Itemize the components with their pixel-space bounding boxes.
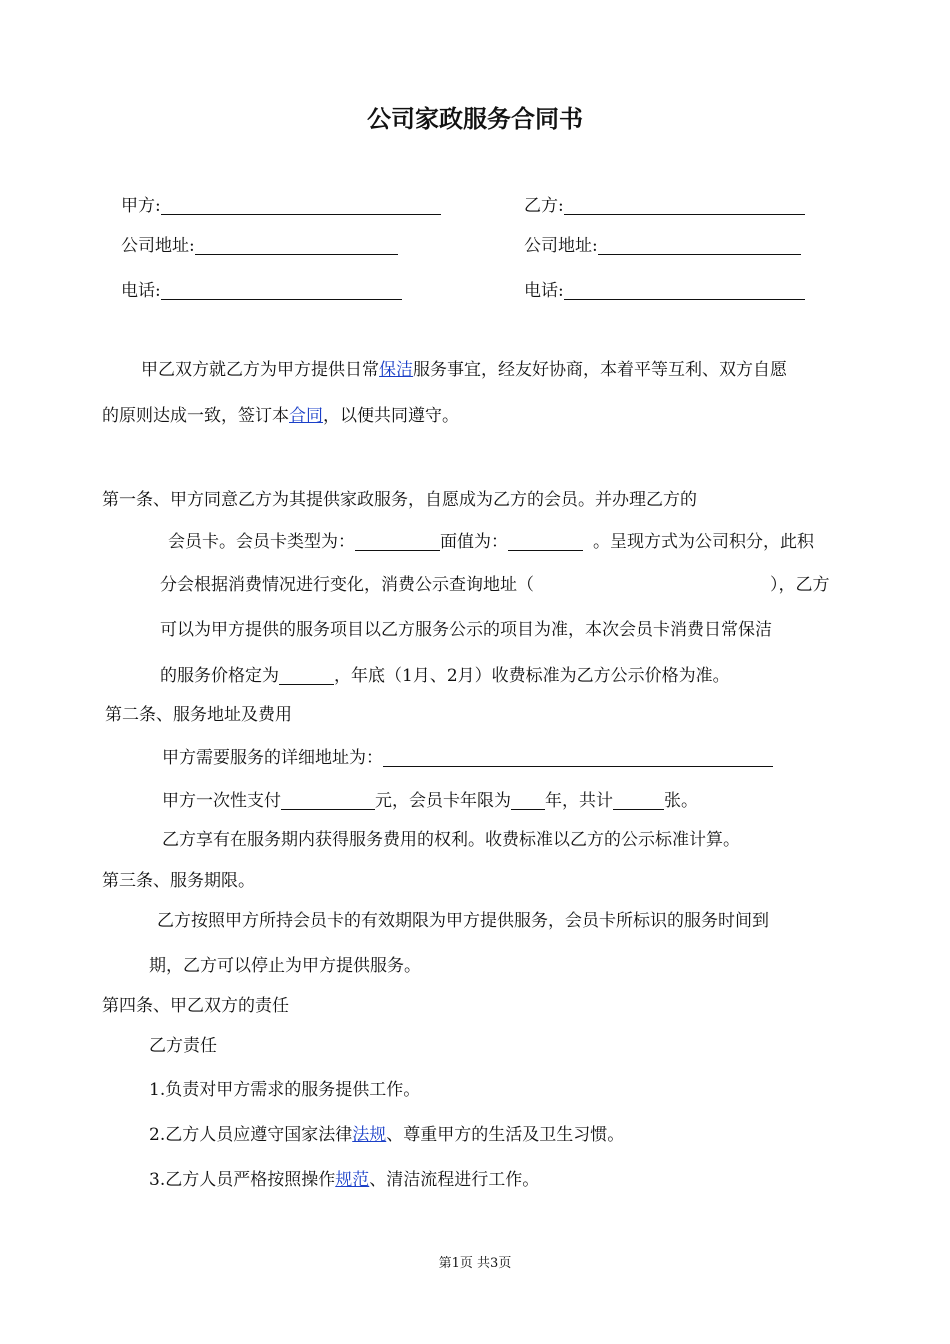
party-a-blank[interactable]	[161, 197, 441, 215]
article-1-line-5	[160, 667, 730, 685]
duty-item-3	[149, 1172, 539, 1189]
article-1-line-1: 第一条、甲方同意乙方为其提供家政服务，自愿成为乙方的会员。并办理乙方的	[102, 490, 697, 510]
duty-item-1: 1.负责对甲方需求的服务提供工作。	[149, 1080, 421, 1100]
article-text: 年，共计	[545, 791, 613, 811]
service-price-blank[interactable]	[279, 667, 334, 685]
party-a-label: 甲方:	[121, 196, 161, 216]
article-text: 会员卡。会员卡类型为：	[168, 532, 355, 552]
party-b-field	[524, 197, 805, 215]
phone-b-label: 电话:	[524, 281, 564, 301]
article-text: 、清洁流程进行工作。	[369, 1170, 540, 1190]
article-text: 元，会员卡年限为	[375, 791, 511, 811]
address-a-label: 公司地址:	[121, 236, 195, 256]
article-2-line-2	[162, 792, 698, 810]
address-a-blank[interactable]	[195, 237, 398, 255]
party-b-blank[interactable]	[564, 197, 805, 215]
cleaning-link[interactable]: 保洁	[379, 360, 413, 380]
article-2-line-1	[162, 749, 773, 767]
article-3-line-2: 期，乙方可以停止为甲方提供服务。	[149, 956, 421, 976]
payment-amount-blank[interactable]	[281, 792, 375, 810]
article-text: 3.乙方人员严格按照操作	[149, 1170, 336, 1190]
phone-b-field	[524, 282, 805, 300]
preamble-text: ，以便共同遵守。	[323, 406, 459, 426]
article-4-heading: 第四条、甲乙双方的责任	[102, 996, 289, 1016]
preamble-line-2	[102, 408, 459, 425]
article-text: 面值为：	[440, 532, 508, 552]
preamble-line-1	[141, 362, 787, 379]
card-type-blank[interactable]	[355, 533, 440, 551]
article-text: 的服务价格定为	[160, 666, 279, 686]
article-3-heading: 第三条、服务期限。	[102, 871, 255, 891]
party-b-label: 乙方:	[524, 196, 564, 216]
article-3-line-1: 乙方按照甲方所持会员卡的有效期限为甲方提供服务，会员卡所标识的服务时间到	[157, 911, 769, 931]
party-a-field	[121, 197, 441, 215]
article-text: ，年底（1月、2月）收费标准为乙方公示价格为准。	[334, 666, 730, 686]
address-a-field	[121, 237, 398, 255]
preamble-text: 服务事宜，经友好协商，本着平等互利、双方自愿	[413, 360, 787, 380]
address-b-blank[interactable]	[598, 237, 801, 255]
party-b-duties-heading: 乙方责任	[149, 1036, 217, 1056]
phone-a-label: 电话:	[121, 281, 161, 301]
service-address-blank[interactable]	[383, 749, 773, 767]
article-1-line-3	[160, 577, 830, 594]
face-value-blank[interactable]	[508, 533, 583, 551]
address-b-label: 公司地址:	[524, 236, 598, 256]
article-text: 张。	[664, 791, 698, 811]
page-footer: 第1页 共3页	[438, 1256, 512, 1271]
article-text: ），乙方	[770, 575, 830, 595]
regulations-link[interactable]: 法规	[352, 1125, 387, 1145]
phone-a-field	[121, 282, 402, 300]
article-1-line-2	[168, 533, 814, 551]
article-text: 2.乙方人员应遵守国家法律	[149, 1125, 353, 1145]
preamble-text: 的原则达成一致，签订本	[102, 406, 289, 426]
article-text: 。呈现方式为公司积分，此积	[593, 532, 814, 552]
document-title: 公司家政服务合同书	[367, 105, 583, 133]
standards-link[interactable]: 规范	[335, 1170, 370, 1190]
article-text: 甲方需要服务的详细地址为：	[162, 748, 383, 768]
duty-item-2	[149, 1127, 624, 1144]
article-text: 甲方一次性支付	[162, 791, 281, 811]
card-count-blank[interactable]	[613, 792, 664, 810]
card-years-blank[interactable]	[511, 792, 545, 810]
article-text: 分会根据消费情况进行变化，消费公示查询地址（	[160, 575, 534, 595]
phone-a-blank[interactable]	[161, 282, 402, 300]
article-2-heading: 第二条、服务地址及费用	[105, 705, 292, 725]
article-1-line-4: 可以为甲方提供的服务项目以乙方服务公示的项目为准，本次会员卡消费日常保洁	[160, 620, 772, 640]
preamble-text: 甲乙双方就乙方为甲方提供日常	[141, 360, 379, 380]
article-2-line-3: 乙方享有在服务期内获得服务费用的权利。收费标准以乙方的公示标准计算。	[162, 830, 740, 850]
address-b-field	[524, 237, 801, 255]
contract-link[interactable]: 合同	[289, 406, 323, 426]
article-text: 、尊重甲方的生活及卫生习惯。	[386, 1125, 625, 1145]
phone-b-blank[interactable]	[564, 282, 805, 300]
